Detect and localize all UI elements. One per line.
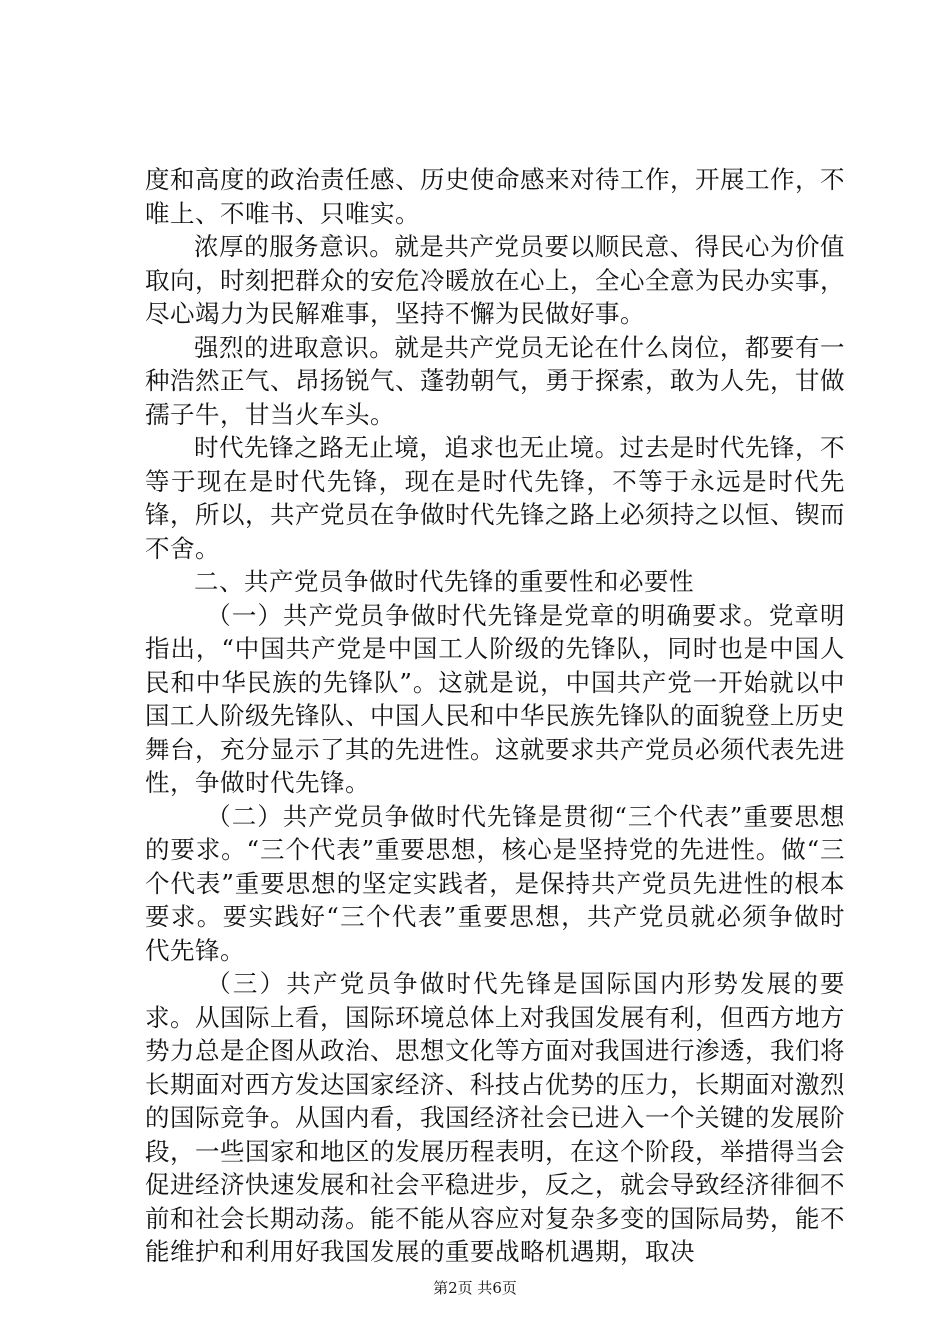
- section-heading: 二、共产党员争做时代先锋的重要性和必要性: [194, 567, 694, 596]
- paragraph-7: （三）共产党员争做时代先锋是国际国内形势发展的要求。从国际上看，国际环境总体上对我国发展有利，但西方地方势力总是企图从政治、思想文化等方面对我国进行渗透，我们将长期面对西方发达国家经济、科技占优势的压力，长期面对激烈的国际竞争。从国内看，我国经济社会已进入一个关键的发展阶段，一些国家和地区的发展历程表明，在这个阶段，举措得当会促进经济快速发展和社会平稳进步，反之，就会导致经济徘徊不前和社会长期动荡。能不能从容应对复杂多变的国际局势，能不能维护和利用好我国发展的重要战略机遇期，取决: [145, 969, 845, 1266]
- paragraph-6: （二）共产党员争做时代先锋是贯彻“三个代表”重要思想的要求。“三个代表”重要思想，核心是坚持党的先进性。做“三个代表”重要思想的坚定实践者，是保持共产党员先进性的根本要求。要实践好“三个代表”重要思想，共产党员就必须争做时代先锋。: [145, 801, 845, 965]
- paragraph-2: 浓厚的服务意识。就是共产党员要以顺民意、得民心为价值取向，时刻把群众的安危冷暖放在心上，全心全意为民办实事，尽心竭力为民解难事，坚持不懈为民做好事。: [145, 232, 845, 328]
- document-body: [145, 163, 845, 1269]
- paragraph-3: 强烈的进取意识。就是共产党员无论在什么岗位，都要有一种浩然正气、昂扬锐气、蓬勃朝气，勇于探索，敢为人先，甘做孺子牛，甘当火车头。: [145, 332, 845, 429]
- paragraph-5: （一）共产党员争做时代先锋是党章的明确要求。党章明指出，“中国共产党是中国工人阶级的先锋队，同时也是中国人民和中华民族的先锋队”。这就是说，中国共产党一开始就以中国工人阶级先锋队、中国人民和中华民族先锋队的面貌登上历史舞台，充分显示了其的先进性。这就要求共产党员必须代表先进性，争做时代先锋。: [145, 600, 845, 797]
- paragraph-4: 时代先锋之路无止境，追求也无止境。过去是时代先锋，不等于现在是时代先锋，现在是时代先锋，不等于永远是时代先锋，所以，共产党员在争做时代先锋之路上必须持之以恒、锲而不舍。: [145, 433, 845, 563]
- paragraph-1: 度和高度的政治责任感、历史使命感来对待工作，开展工作，不唯上、不唯书、只唯实。: [145, 165, 845, 228]
- page-number: 第2页 共6页: [433, 1279, 517, 1297]
- page-footer: [0, 1278, 950, 1298]
